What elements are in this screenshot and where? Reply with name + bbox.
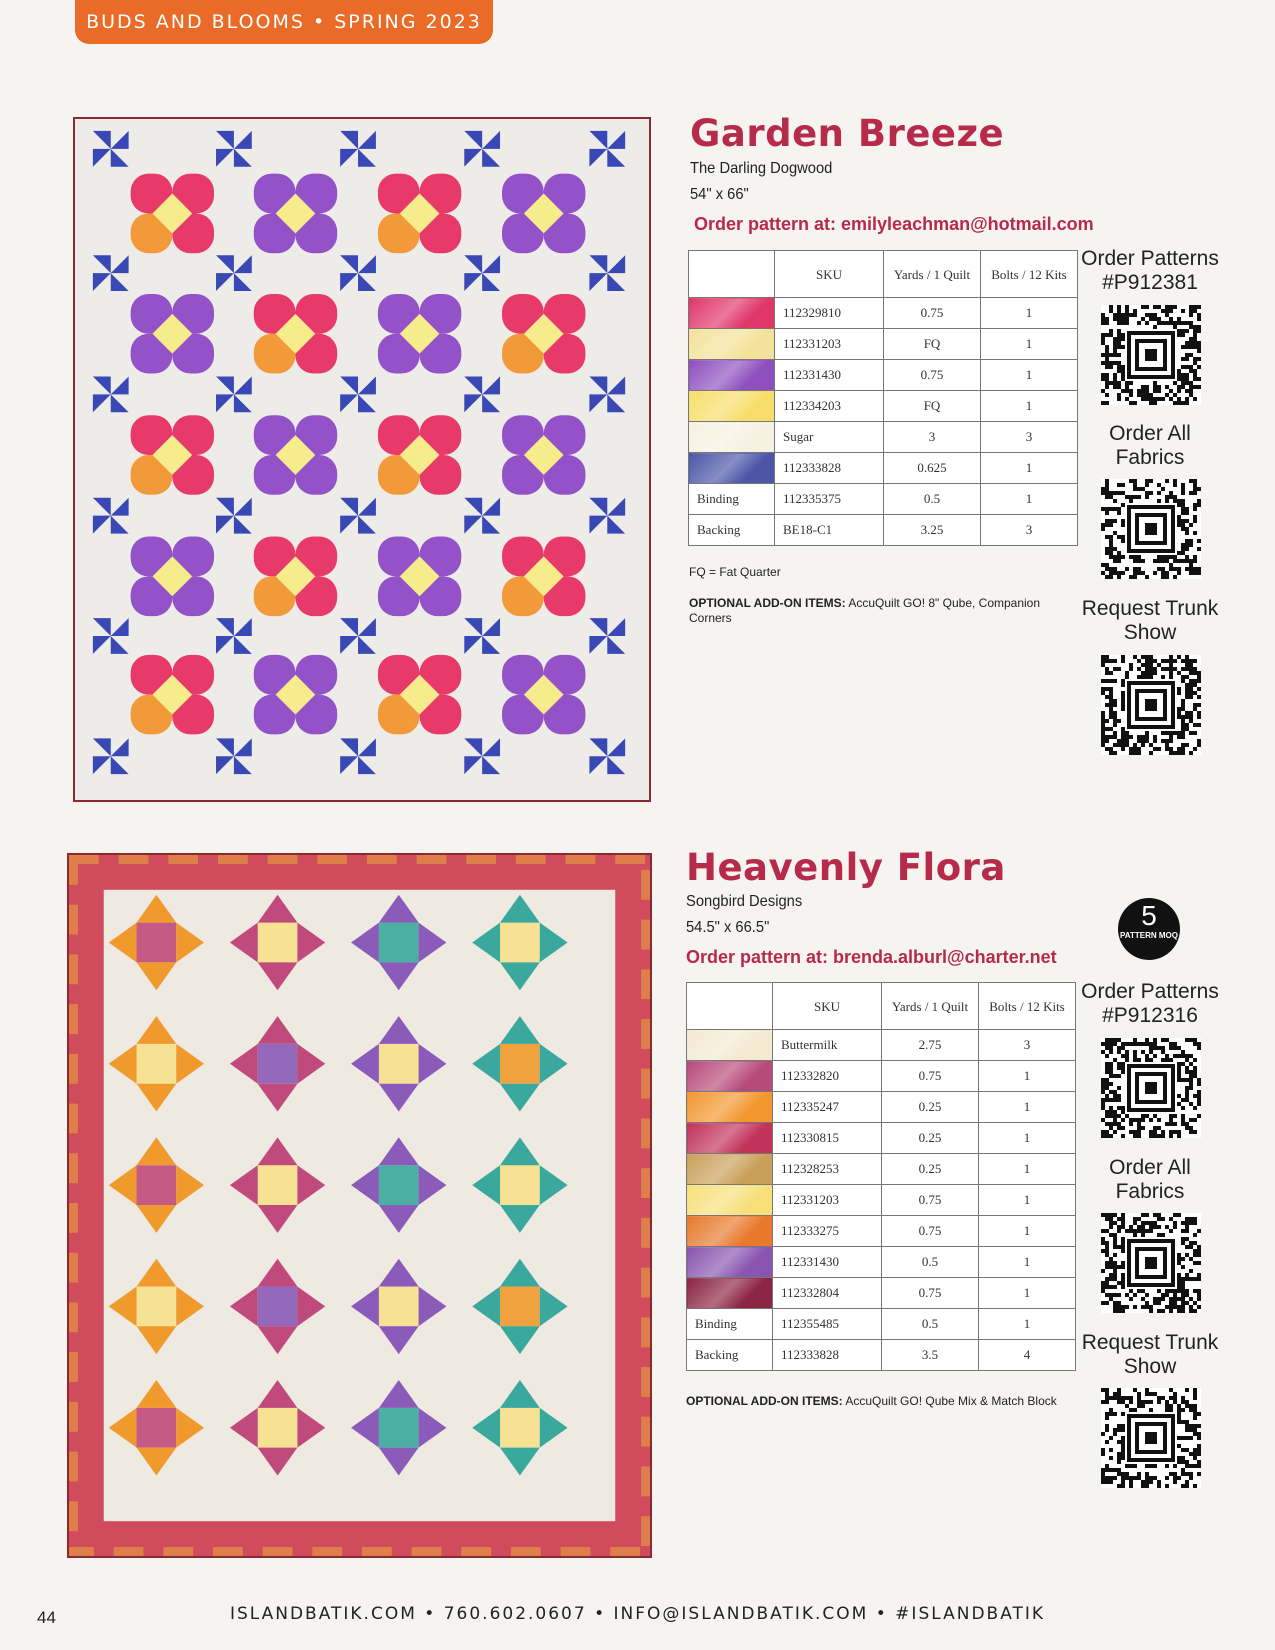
order-fabrics-label: Order All Fabrics [1109,422,1191,469]
yards-cell: 3.25 [884,515,981,546]
sku-cell: 112332804 [773,1278,882,1309]
yards-cell: 3.5 [882,1340,979,1371]
swatch-header [687,983,773,1030]
bolts-cell: 3 [979,1030,1076,1061]
bolts-cell: 1 [981,391,1078,422]
pattern-moq-badge [1118,898,1180,960]
yards-cell: 0.75 [884,298,981,329]
bolts-cell: 1 [981,360,1078,391]
sku-cell: 112334203 [775,391,884,422]
sku-cell: BE18-C1 [775,515,884,546]
bolts-cell: 1 [981,329,1078,360]
request-trunk-show-label: Request Trunk Show [1081,1331,1219,1378]
moq-number: 5 [1141,900,1157,931]
fat-quarter-note: FQ = Fat Quarter [689,565,781,579]
bolts-header: Bolts / 12 Kits [981,251,1078,298]
table-row [689,360,1078,391]
pattern-size: 54.5" x 66.5" [686,919,770,936]
yards-cell: 0.5 [882,1247,979,1278]
sku-cell: 112331203 [775,329,884,360]
yards-cell: 0.75 [882,1185,979,1216]
request-trunk-show-qr-code[interactable] [1101,655,1201,755]
sku-header: SKU [773,983,882,1030]
fabric-table [686,982,1076,1371]
heavenly-flora-quilt-image [67,853,652,1558]
table-row [687,1216,1076,1247]
bolts-cell: 1 [979,1154,1076,1185]
sku-cell: 112331430 [773,1247,882,1278]
yards-header: Yards / 1 Quilt [882,983,979,1030]
yards-cell: 0.75 [882,1061,979,1092]
bolts-cell: 1 [979,1185,1076,1216]
bolts-cell: 1 [979,1309,1076,1340]
bolts-cell: 1 [981,484,1078,515]
table-row [689,391,1078,422]
addon-label: OPTIONAL ADD-ON ITEMS: [689,596,846,610]
fabric-swatch [687,1185,773,1216]
fabric-swatch [687,1123,773,1154]
request-trunk-show-label: Request Trunk Show [1081,597,1219,644]
row-label: Backing [689,515,775,546]
table-row [689,298,1078,329]
yards-cell: 0.25 [882,1123,979,1154]
sku-cell: 112333828 [775,453,884,484]
yards-header: Yards / 1 Quilt [884,251,981,298]
sku-cell: 112333275 [773,1216,882,1247]
pattern-title: Heavenly Flora [686,846,1006,889]
sku-cell: Sugar [775,422,884,453]
sku-cell: 112331203 [773,1185,882,1216]
addon-note [689,596,1069,626]
table-row [687,1030,1076,1061]
sku-cell: 112333828 [773,1340,882,1371]
fabric-swatch [687,1092,773,1123]
table-row [687,1061,1076,1092]
bolts-cell: 4 [979,1340,1076,1371]
footer-contact: ISLANDBATIK.COM • 760.602.0607 • INFO@ISLANDBATIK.COM • #ISLANDBATIK [229,1604,1046,1624]
yards-cell: FQ [884,329,981,360]
fabric-swatch [687,1278,773,1309]
moq-label: PATTERN MOQ [1120,931,1178,940]
row-label: Binding [689,484,775,515]
garden-breeze-quilt-image [73,117,651,802]
yards-cell: 0.625 [884,453,981,484]
order-pattern-link[interactable]: Order pattern at: brenda.alburl@charter.net [686,947,1057,967]
sku-cell: 112335375 [775,484,884,515]
fabric-swatch [689,422,775,453]
table-row [687,1247,1076,1278]
fabric-swatch [689,360,775,391]
bolts-cell: 1 [979,1216,1076,1247]
table-row [687,1154,1076,1185]
fabric-swatch [689,453,775,484]
sku-header: SKU [775,251,884,298]
bolts-header: Bolts / 12 Kits [979,983,1076,1030]
table-row [689,484,1078,515]
swatch-header [689,251,775,298]
bolts-cell: 1 [981,298,1078,329]
bolts-cell: 1 [979,1061,1076,1092]
pattern-size: 54" x 66" [690,186,749,203]
bolts-cell: 1 [979,1278,1076,1309]
order-patterns-qr-code[interactable] [1101,305,1201,405]
order-patterns-label: Order Patterns #P912381 [1081,247,1219,294]
sku-cell: 112328253 [773,1154,882,1185]
fabric-swatch [687,1216,773,1247]
request-trunk-show-qr-code[interactable] [1101,1388,1201,1488]
row-label: Binding [687,1309,773,1340]
fabric-swatch [689,391,775,422]
yards-cell: 0.5 [882,1309,979,1340]
yards-cell: 0.75 [882,1278,979,1309]
order-fabrics-qr-code[interactable] [1101,1213,1201,1313]
table-row [687,1309,1076,1340]
order-patterns-label: Order Patterns #P912316 [1081,980,1219,1027]
bolts-cell: 1 [979,1092,1076,1123]
sku-cell: 112332820 [773,1061,882,1092]
bolts-cell: 1 [979,1123,1076,1154]
table-row [687,1092,1076,1123]
magazine-section-tab [75,0,493,44]
order-pattern-link[interactable]: Order pattern at: emilyleachman@hotmail.com [694,214,1094,234]
sku-cell: 112329810 [775,298,884,329]
table-row [687,1278,1076,1309]
yards-cell: 0.25 [882,1092,979,1123]
row-label: Backing [687,1340,773,1371]
yards-cell: FQ [884,391,981,422]
order-fabrics-label: Order All Fabrics [1109,1156,1191,1203]
sku-cell: 112330815 [773,1123,882,1154]
table-row [689,422,1078,453]
page-number: 44 [37,1608,56,1627]
fabric-swatch [689,298,775,329]
fabric-swatch [689,329,775,360]
yards-cell: 2.75 [882,1030,979,1061]
table-row [687,1185,1076,1216]
sku-cell: Buttermilk [773,1030,882,1061]
yards-cell: 3 [884,422,981,453]
table-row [689,515,1078,546]
sku-cell: 112335247 [773,1092,882,1123]
yards-cell: 0.5 [884,484,981,515]
yards-cell: 0.75 [882,1216,979,1247]
sku-cell: 112331430 [775,360,884,391]
pattern-designer: Songbird Designs [686,893,803,910]
pattern-title: Garden Breeze [690,112,1005,155]
pattern-designer: The Darling Dogwood [690,160,833,177]
order-fabrics-qr-code[interactable] [1101,479,1201,579]
table-row [689,329,1078,360]
addon-text: AccuQuilt GO! Qube Mix & Match Block [845,1394,1057,1408]
bolts-cell: 3 [981,515,1078,546]
order-patterns-qr-code[interactable] [1101,1038,1201,1138]
fabric-table [688,250,1078,546]
fabric-swatch [687,1154,773,1185]
addon-text: AccuQuilt GO! 8" Qube, Companion Corners [689,596,1041,625]
fabric-swatch [687,1030,773,1061]
bolts-cell: 3 [981,422,1078,453]
fabric-swatch [687,1247,773,1278]
yards-cell: 0.25 [882,1154,979,1185]
fabric-swatch [687,1061,773,1092]
table-row [687,1340,1076,1371]
table-row [687,1123,1076,1154]
addon-label: OPTIONAL ADD-ON ITEMS: [686,1394,843,1408]
sku-cell: 112355485 [773,1309,882,1340]
bolts-cell: 1 [981,453,1078,484]
table-row [689,453,1078,484]
addon-note [686,1394,1066,1409]
section-label: BUDS AND BLOOMS • SPRING 2023 [86,11,482,33]
yards-cell: 0.75 [884,360,981,391]
bolts-cell: 1 [979,1247,1076,1278]
